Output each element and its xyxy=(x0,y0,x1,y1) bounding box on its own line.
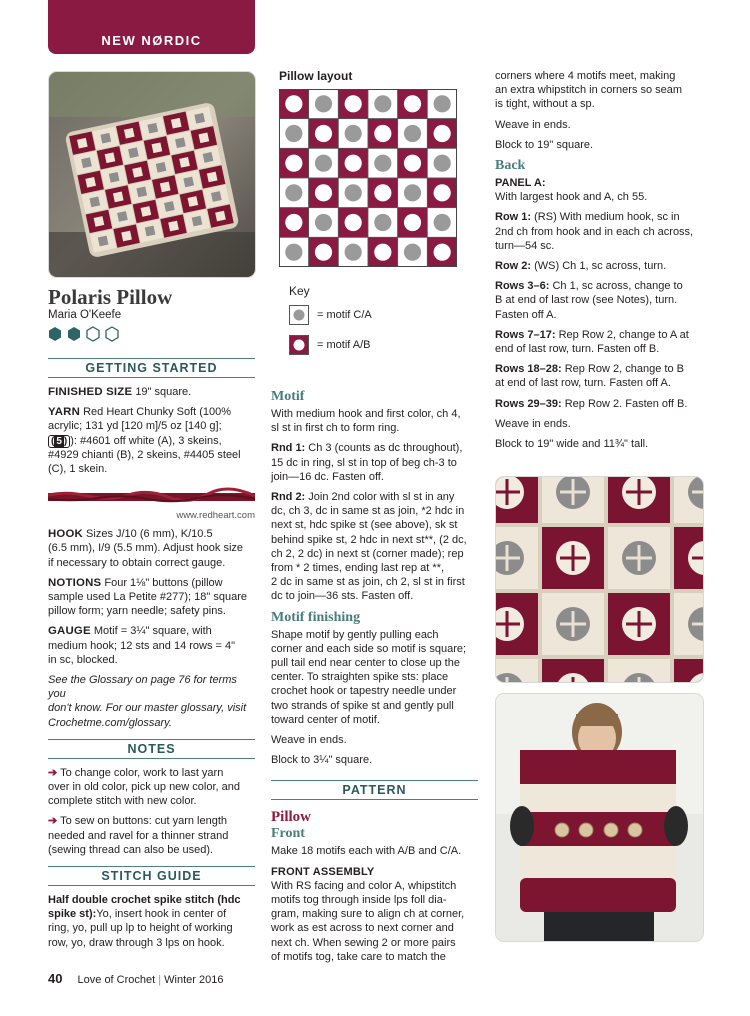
glossary-link[interactable]: Crochetme.com/glossary. xyxy=(48,716,172,729)
layout-cell-motif-ca xyxy=(398,178,428,208)
designer-name: Maria O'Keefe xyxy=(48,309,122,321)
layout-cell-motif-ca xyxy=(309,208,339,238)
layout-cell-motif-ca xyxy=(338,178,368,208)
arrow-icon: ➔ xyxy=(48,766,58,779)
back-block: Block to 19" wide and 11¾" tall. xyxy=(495,438,649,451)
note-item: ➔ To sew on buttons: cut yarn length needed and ravel for a thinner strand (sewing thread can also be used). xyxy=(48,815,229,856)
layout-cell-motif-ab xyxy=(427,178,457,208)
skill-level xyxy=(48,326,258,342)
layout-title: Pillow layout xyxy=(279,69,353,83)
motif-finishing-heading: Motif finishing xyxy=(271,609,361,625)
motif-ca-swatch-icon xyxy=(289,305,309,325)
magazine-name: Love of Crochet xyxy=(77,974,156,986)
layout-cell-motif-ab xyxy=(398,208,428,238)
model-pillow-photo xyxy=(495,693,704,942)
yarn-weight-icon: ( 5 ) xyxy=(48,435,70,448)
layout-cell-motif-ca xyxy=(427,148,457,178)
layout-cell-motif-ca xyxy=(368,148,398,178)
pillow-photo xyxy=(48,71,256,278)
panel-a: PANEL A: With largest hook and A, ch 55. xyxy=(495,177,648,204)
stitch-guide-heading: STITCH GUIDE xyxy=(48,866,255,886)
skill-hexagon-filled-icon xyxy=(49,327,61,341)
layout-cell-motif-ab xyxy=(338,148,368,178)
pillow-heading: Pillow xyxy=(271,809,311,826)
front-make: Make 18 motifs each with A/B and C/A. xyxy=(271,845,462,858)
layout-cell-motif-ca xyxy=(427,89,457,119)
layout-cell-motif-ca xyxy=(309,148,339,178)
motif-heading: Motif xyxy=(271,389,305,404)
layout-cell-motif-ca xyxy=(338,119,368,149)
layout-cell-motif-ca xyxy=(309,89,339,119)
skill-hexagon-outline-icon xyxy=(87,327,99,341)
key-item-ab: = motif A/B xyxy=(289,334,479,356)
back-heading: Back xyxy=(495,158,526,174)
layout-cell-motif-ab xyxy=(279,89,309,119)
back-row-1: Row 1: (RS) With medium hook, sc in 2nd ch from hook and in each ch across, turn—54 sc. xyxy=(495,211,694,252)
assembly-continued: corners where 4 motifs meet, making an extra whipstitch in corners so seam is tight, without a sp. xyxy=(495,70,683,111)
layout-cell-motif-ab xyxy=(368,119,398,149)
back-rows-7-17: Rows 7–17: Rep Row 2, change to A at end of last row, turn. Fasten off B. xyxy=(495,328,689,356)
layout-cell-motif-ca xyxy=(279,119,309,149)
skill-hexagon-outline-icon xyxy=(106,327,118,341)
layout-cell-motif-ab xyxy=(338,89,368,119)
back-weave: Weave in ends. xyxy=(495,417,571,430)
glossary-note: See the Glossary on page 76 for terms you don't know. For our master glossary, visit Crochetme.com/glossary. xyxy=(48,674,247,729)
layout-cell-motif-ab xyxy=(427,237,457,267)
motif-round-1: Rnd 1: Ch 3 (counts as dc throughout), 15 dc in ring, sl st in top of beg ch-3 to join—16 dc. Fasten off. xyxy=(271,442,463,483)
notions-info: NOTIONS Four 1⅛" buttons (pillow sample used La Petite #277); 18" square pillow form; yarn needle; safety pins. xyxy=(48,576,247,618)
finished-size: FINISHED SIZE 19" square. xyxy=(48,386,192,398)
layout-cell-motif-ab xyxy=(368,178,398,208)
yarn-info: YARN Red Heart Chunky Soft (100% acrylic; 131 yd [120 m]/5 oz [140 g]; ( 5 ) ): #4601 off white (A), 3 skeins, #4929 chianti (B), 2 skeins, #4405 steel (C), 1 skein. xyxy=(48,406,241,476)
motif-round-2: Rnd 2: Join 2nd color with sl st in any dc, ch 3, dc in same st as join, *2 hdc in next st, hdc spike st (see above), sk st behind spike st, 2 hdc in next st**, (2 dc, ch 2, 2 dc) in next st (corner made); rep from * 2 times, ending last rep at **, 2 dc in same st as join, ch 2, sl st in first dc to join—36 sts. Fasten off. xyxy=(271,491,467,603)
layout-cell-motif-ab xyxy=(398,89,428,119)
pattern-title: Polaris Pillow xyxy=(48,285,173,309)
yarn-credit: www.redheart.com xyxy=(176,510,255,522)
layout-cell-motif-ab xyxy=(309,237,339,267)
pillow-photo-art xyxy=(49,72,255,277)
motif-closeup-photo xyxy=(495,476,704,683)
layout-cell-motif-ab xyxy=(427,119,457,149)
note-item: ➔ To change color, work to last yarn over in old color, pick up new color, and complete stitch with new color. xyxy=(48,766,241,808)
motif-ab-swatch-icon xyxy=(289,335,309,355)
layout-cell-motif-ab xyxy=(279,148,309,178)
notes-heading: NOTES xyxy=(48,739,255,759)
layout-cell-motif-ca xyxy=(427,208,457,238)
page-footer: 40 Love of Crochet | Winter 2016 xyxy=(48,971,224,986)
layout-cell-motif-ca xyxy=(279,178,309,208)
layout-cell-motif-ab xyxy=(338,208,368,238)
front-heading: Front xyxy=(271,826,305,842)
layout-cell-motif-ca xyxy=(368,208,398,238)
layout-cell-motif-ca xyxy=(398,119,428,149)
front-assembly: FRONT ASSEMBLY With RS facing and color A, whipstitch motifs tog through inside lps foll dia- gram, making sure to align ch at corner, work as est across to next corner and next ch. When sewing 2 or more pairs of motifs tog, take care to match the xyxy=(271,865,465,963)
motif-weave: Weave in ends. xyxy=(271,734,347,747)
issue-name: Winter 2016 xyxy=(164,974,224,986)
back-rows-29-39: Rows 29–39: Rep Row 2. Fasten off B. xyxy=(495,397,688,410)
page-number: 40 xyxy=(48,971,63,986)
back-rows-3-6: Rows 3–6: Ch 1, sc across, change to B at end of last row (see Notes), turn. Fasten off A. xyxy=(495,280,683,321)
banner-label: NEW NØRDIC xyxy=(101,33,202,48)
gauge-info: GAUGE Motif = 3¼" square, with medium hook; 12 sts and 14 rows = 4" in sc, blocked. xyxy=(48,625,236,666)
hook-info: HOOK Sizes J/10 (6 mm), K/10.5 (6.5 mm), I/9 (5.5 mm). Adjust hook size if necessary to obtain correct gauge. xyxy=(48,528,244,569)
section-banner xyxy=(48,0,255,54)
layout-cell-motif-ab xyxy=(309,119,339,149)
key-item-ca: = motif C/A xyxy=(289,304,479,326)
layout-cell-motif-ca xyxy=(368,89,398,119)
layout-cell-motif-ab xyxy=(368,237,398,267)
layout-cell-motif-ca xyxy=(398,237,428,267)
motif-intro: With medium hook and first color, ch 4, sl st in first ch to form ring. xyxy=(271,408,461,435)
skill-hexagon-filled-icon xyxy=(68,327,80,341)
motif-block: Block to 3¼" square. xyxy=(271,754,373,767)
front-weave: Weave in ends. xyxy=(495,118,571,131)
back-row-2: Row 2: (WS) Ch 1, sc across, turn. xyxy=(495,260,667,273)
getting-started-heading: GETTING STARTED xyxy=(48,358,255,378)
layout-cell-motif-ab xyxy=(398,148,428,178)
motif-finishing-text: Shape motif by gently pulling each corner and each side so motif is square; pull tail end near center to close up the center. To straighten spike sts: place crochet hook or tapestry needle under two strands of spike st and gently pull toward center of motif. xyxy=(271,628,467,726)
pattern-heading: PATTERN xyxy=(271,780,478,800)
key-title: Key xyxy=(289,284,310,298)
layout-cell-motif-ab xyxy=(279,208,309,238)
stitch-definition: Half double crochet spike stitch (hdc spike st):Yo, insert hook in center of ring, yo, pull up lp to height of working row, yo, draw through 3 lps on hook. xyxy=(48,894,241,949)
back-rows-18-28: Rows 18–28: Rep Row 2, change to B at end of last row, turn. Fasten off A. xyxy=(495,363,684,390)
arrow-icon: ➔ xyxy=(48,815,58,828)
layout-cell-motif-ca xyxy=(338,237,368,267)
front-block: Block to 19" square. xyxy=(495,138,594,151)
pillow-layout-grid xyxy=(279,89,457,267)
yarn-strand-image xyxy=(48,486,255,508)
layout-cell-motif-ab xyxy=(309,178,339,208)
layout-cell-motif-ca xyxy=(279,237,309,267)
